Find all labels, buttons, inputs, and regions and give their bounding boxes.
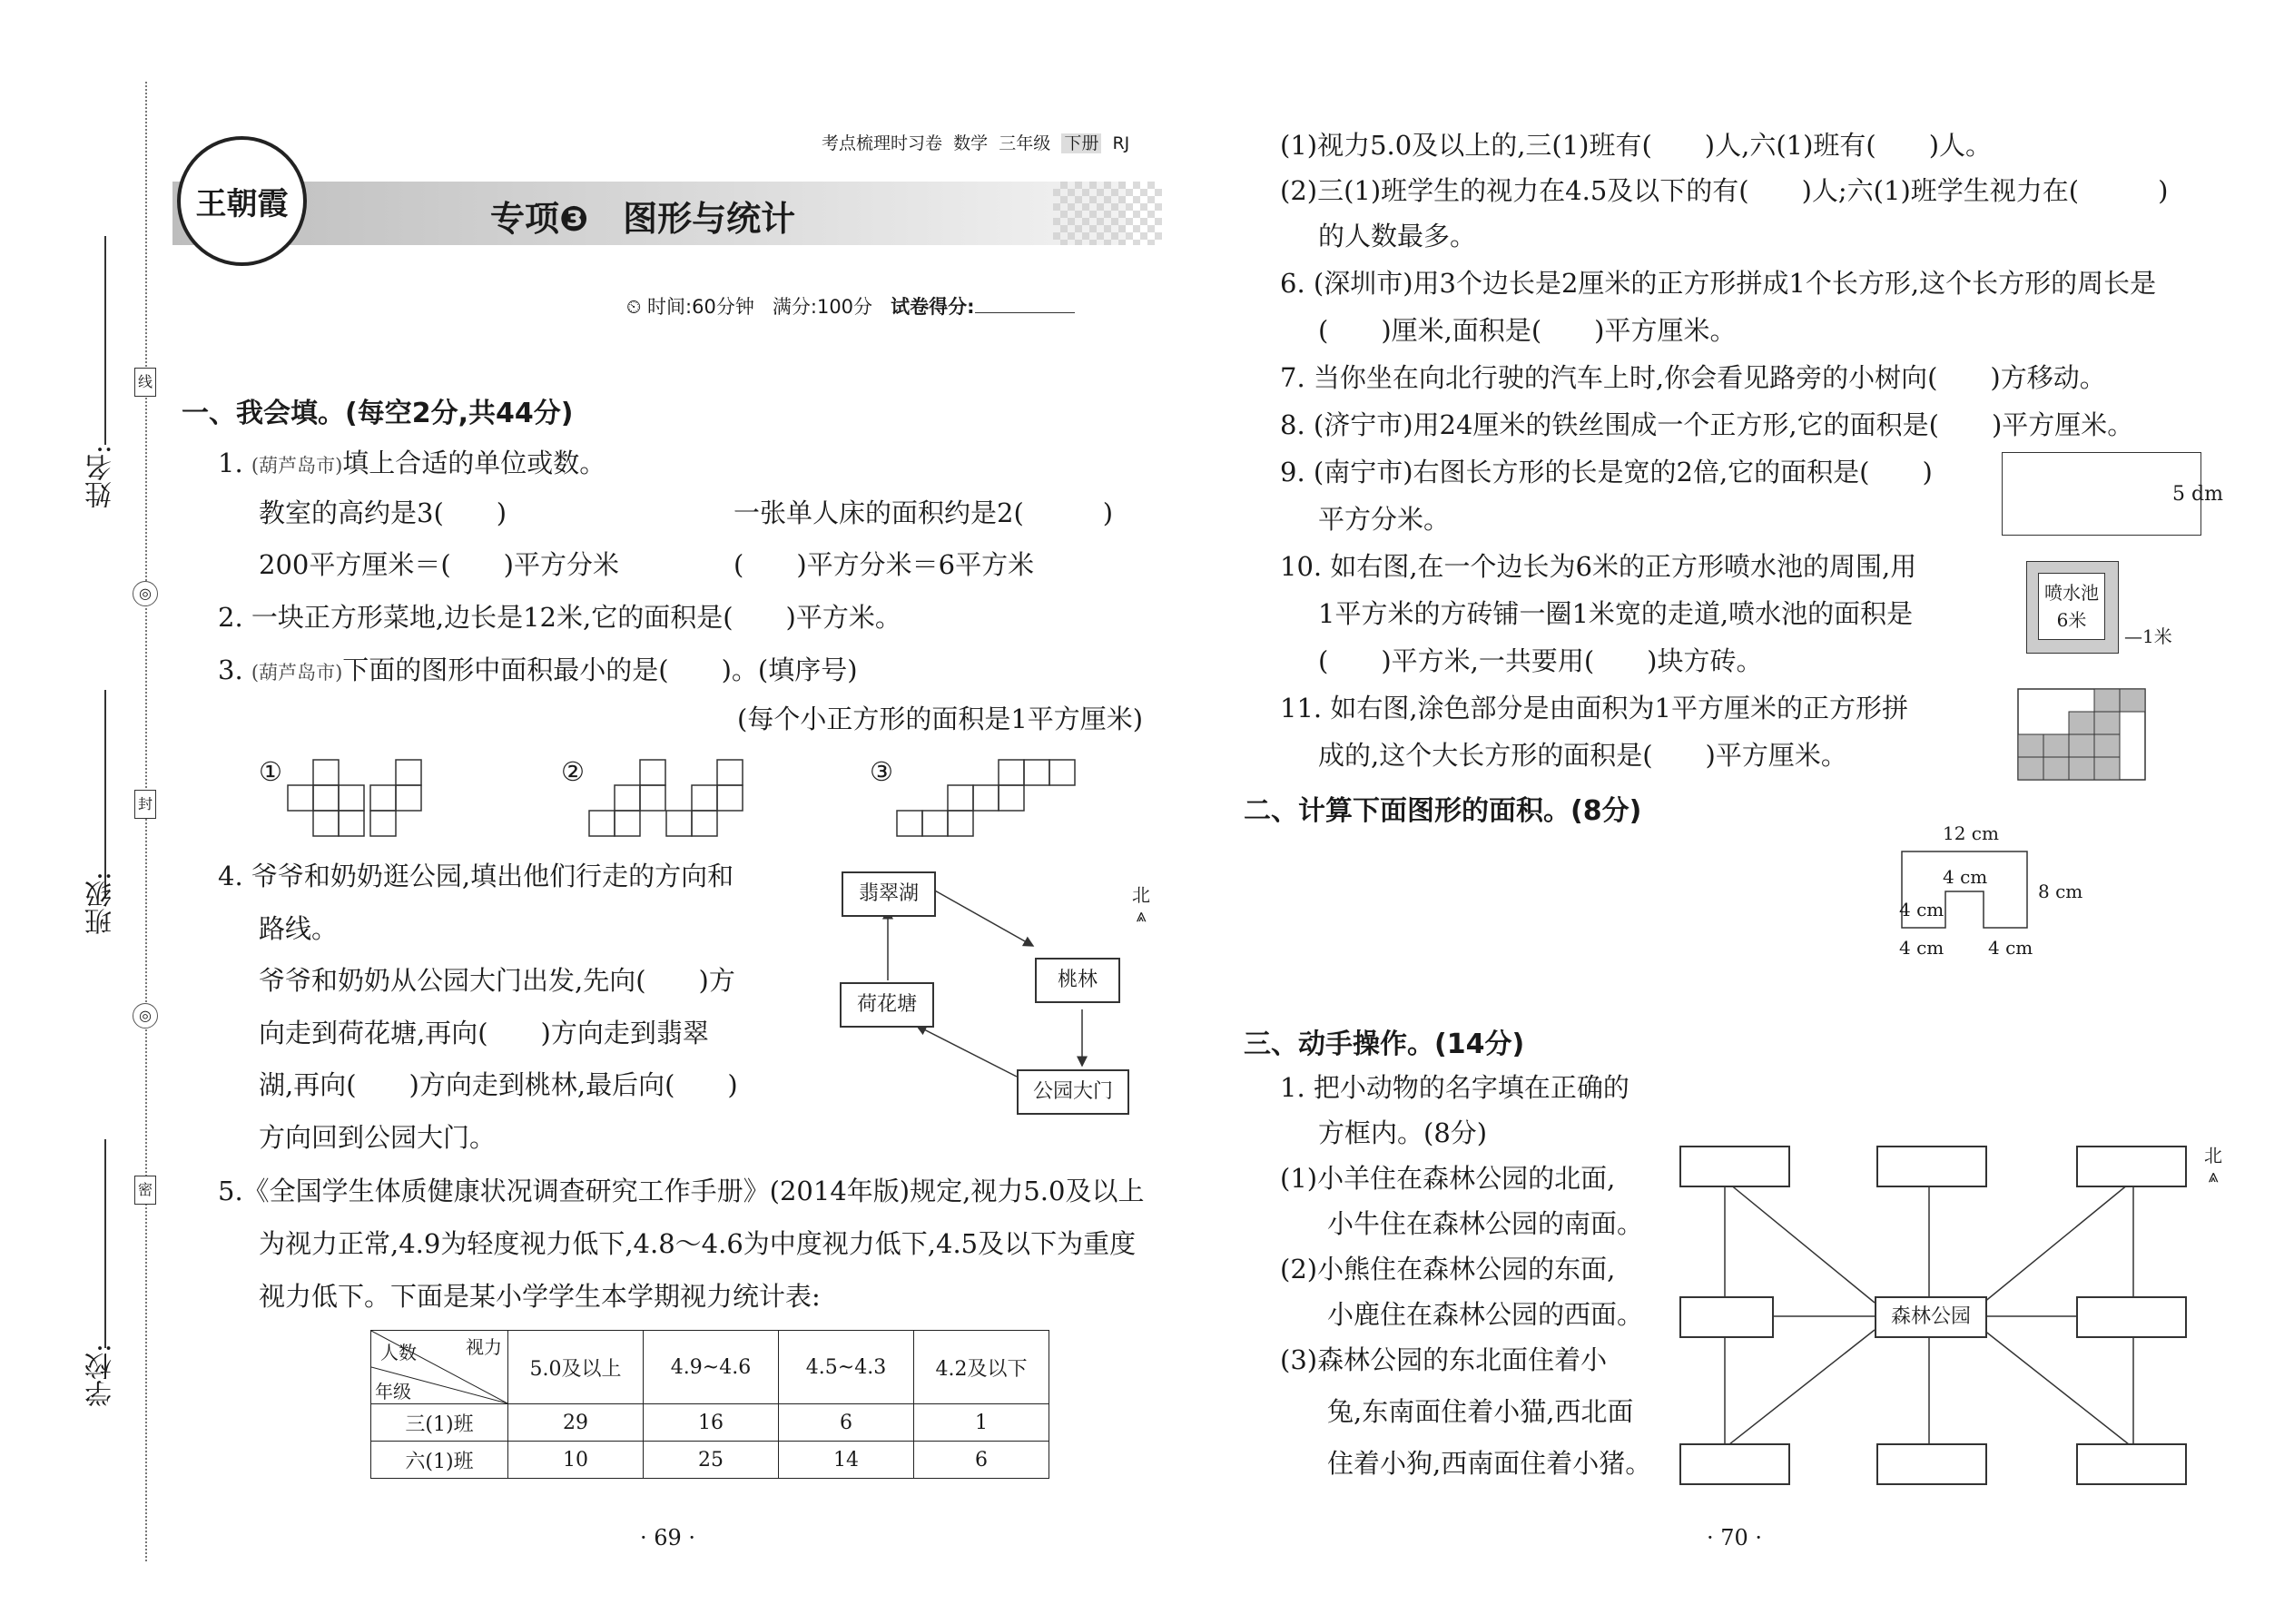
animal-box-w[interactable] xyxy=(1679,1296,1774,1338)
vision-table xyxy=(370,1330,1049,1479)
q10-side-label: —1米 xyxy=(2124,625,2172,647)
q5-line-2: 为视力正常,4.9为轻度视力低下,4.8～4.6为中度视力低下,4.5及以下为重度 xyxy=(259,1228,1137,1259)
col-header: 4.9~4.6 xyxy=(644,1331,779,1404)
dim-4cm-top: 4 cm xyxy=(1943,866,1988,888)
q11-line-1: 11. 如右图,涂色部分是由面积为1平方厘米的正方形拼 xyxy=(1280,693,1909,723)
col-header: 5.0及以上 xyxy=(508,1331,644,1404)
q4-line-1: 4. 爷爷和奶奶逛公园,填出他们行走的方向和 xyxy=(218,861,734,891)
table-row: 三(1)班 29 16 6 1 xyxy=(371,1404,1049,1442)
title-checker xyxy=(1053,182,1162,245)
map-node-peach: 桃林 xyxy=(1035,958,1120,1003)
dim-4cm-bl: 4 cm xyxy=(1899,937,1944,959)
s3-p3b: 兔,东南面住着小猫,西北面 xyxy=(1327,1396,1634,1427)
map-node-lotus: 荷花塘 xyxy=(840,982,934,1028)
q3-option-1: ① xyxy=(259,756,282,787)
q4-line-5: 湖,再向( )方向走到桃林,最后向( ) xyxy=(259,1069,738,1100)
animal-box-e[interactable] xyxy=(2076,1296,2187,1338)
s3-p3: (3)森林公园的东北面住着小 xyxy=(1280,1344,1608,1375)
q2-stem: 2. 一块正方形菜地,边长是12米,它的面积是( )平方米。 xyxy=(218,602,901,633)
q6-line-1: 6. (深圳市)用3个边长是2厘米的正方形拼成1个长方形,这个长方形的周长是 xyxy=(1280,268,2157,299)
q1-c: 200平方厘米＝( )平方分米 xyxy=(259,549,619,580)
q10-line-1: 10. 如右图,在一个边长为6米的正方形喷水池的周围,用 xyxy=(1280,551,1917,582)
sec2-shape xyxy=(1893,844,2029,935)
s3-p2b: 小鹿住在森林公园的西面。 xyxy=(1327,1299,1644,1330)
section-3-heading: 三、动手操作。(14分) xyxy=(1244,1029,1525,1060)
section-2-heading: 二、计算下面图形的面积。(8分) xyxy=(1244,795,1642,827)
name-label: 姓名: xyxy=(85,445,117,509)
q5-sub-2: (2)三(1)班学生的视力在4.5及以下的有( )人;六(1)班学生视力在( ) xyxy=(1280,175,2169,206)
dim-4cm-left: 4 cm xyxy=(1899,899,1944,920)
dim-4cm-br: 4 cm xyxy=(1988,937,2033,959)
s3-q1-line-2: 方框内。(8分) xyxy=(1318,1117,1488,1148)
table-row: 六(1)班 10 25 14 6 xyxy=(371,1442,1049,1479)
section-1-heading: 一、我会填。(每空2分,共44分) xyxy=(182,398,574,429)
q3-note: (每个小正方形的面积是1平方厘米) xyxy=(737,704,1144,734)
q3-option-3: ③ xyxy=(870,756,893,787)
q1-d: ( )平方分米＝6平方米 xyxy=(733,549,1035,580)
animal-box-s[interactable] xyxy=(1876,1443,1987,1485)
q3-shapes xyxy=(281,758,1189,840)
exam-info: ⏲ 时间:60分钟 满分:100分 试卷得分: xyxy=(626,292,1075,320)
q6-line-2: ( )厘米,面积是( )平方厘米。 xyxy=(1318,315,1737,346)
q8: 8. (济宁市)用24厘米的铁丝围成一个正方形,它的面积是( )平方厘米。 xyxy=(1280,409,2134,440)
dim-12cm: 12 cm xyxy=(1943,822,1999,844)
animal-box-n[interactable] xyxy=(1876,1146,1987,1187)
map-node-lake: 翡翠湖 xyxy=(842,871,936,917)
animal-box-sw[interactable] xyxy=(1679,1443,1790,1485)
q9-dim: 5 dm xyxy=(2172,483,2223,506)
col-header: 4.2及以下 xyxy=(914,1331,1049,1404)
q5-sub-1: (1)视力5.0及以上的,三(1)班有( )人,六(1)班有( )人。 xyxy=(1280,130,1993,161)
s3-north-icon: 北 ⩓ xyxy=(2204,1145,2222,1186)
q9-line-1: 9. (南宁市)右图长方形的长是宽的2倍,它的面积是( ) xyxy=(1280,457,1933,487)
q9-rectangle xyxy=(2002,452,2201,536)
q1-stem: 1. (葫芦岛市)填上合适的单位或数。 xyxy=(218,448,606,478)
page-title: 专项❸ 图形与统计 xyxy=(490,199,796,239)
series-info: 考点梳理时习卷 数学 三年级 下册 RJ xyxy=(822,133,1130,153)
animal-box-nw[interactable] xyxy=(1679,1146,1790,1187)
mark-dense: 密 xyxy=(134,1176,156,1205)
q5-sub-2b: 的人数最多。 xyxy=(1318,221,1477,251)
class-underline xyxy=(104,690,106,899)
q10-walkway xyxy=(2026,561,2119,654)
s3-p1: (1)小羊住在森林公园的北面, xyxy=(1280,1163,1616,1194)
map-node-gate: 公园大门 xyxy=(1017,1069,1129,1115)
mark-line: 线 xyxy=(134,368,156,397)
mark-seal: 封 xyxy=(134,790,156,819)
q10-line-2: 1平方米的方砖铺一圈1米宽的走道,喷水池的面积是 xyxy=(1318,598,1914,629)
q7: 7. 当你坐在向北行驶的汽车上时,你会看见路旁的小树向( )方移动。 xyxy=(1280,362,2106,393)
q9-line-2: 平方分米。 xyxy=(1318,504,1451,535)
q5-line-3: 视力低下。下面是某小学学生本学期视力统计表: xyxy=(259,1281,821,1312)
q11-grid xyxy=(2017,688,2153,782)
binding-line xyxy=(145,82,147,1561)
q4-line-2: 路线。 xyxy=(259,913,339,944)
forest-park-center: 森林公园 xyxy=(1875,1296,1987,1338)
table-corner: 视力 人数 年级 xyxy=(371,1331,508,1404)
q10-pool: 喷水池 6米 xyxy=(2038,573,2105,640)
gutter-circle-icon: ◎ xyxy=(133,581,158,606)
school-underline xyxy=(104,1139,106,1348)
q3-option-2: ② xyxy=(561,756,585,787)
q4-north-icon: 北 ⩓ xyxy=(1132,884,1150,926)
animal-box-ne[interactable] xyxy=(2076,1146,2187,1187)
school-label: 学校: xyxy=(85,1343,117,1408)
name-underline xyxy=(104,236,106,445)
q4-line-6: 方向回到公园大门。 xyxy=(259,1122,497,1153)
q3-stem: 3. (葫芦岛市)下面的图形中面积最小的是( )。(填序号) xyxy=(218,655,858,685)
gutter-circle-icon: ◎ xyxy=(133,1003,158,1029)
q4-line-3: 爷爷和奶奶从公园大门出发,先向( )方 xyxy=(259,965,735,996)
animal-box-se[interactable] xyxy=(2076,1443,2187,1485)
q11-line-2: 成的,这个大长方形的面积是( )平方厘米。 xyxy=(1318,740,1847,771)
page-number-right: · 70 · xyxy=(1707,1525,1763,1550)
q1-a: 教室的高约是3( ) xyxy=(259,497,507,528)
class-label: 班级: xyxy=(85,871,117,936)
brand-logo: 王朝霞 xyxy=(177,136,307,266)
s3-p2: (2)小熊住在森林公园的东面, xyxy=(1280,1254,1616,1284)
dim-8cm: 8 cm xyxy=(2038,881,2083,902)
q5-line-1: 5.《全国学生体质健康状况调查研究工作手册》(2014年版)规定,视力5.0及以上 xyxy=(218,1176,1145,1206)
s3-p3c: 住着小狗,西南面住着小猪。 xyxy=(1327,1448,1652,1479)
col-header: 4.5~4.3 xyxy=(779,1331,914,1404)
page-number-left: · 69 · xyxy=(640,1525,696,1550)
s3-p1b: 小牛住在森林公园的南面。 xyxy=(1327,1208,1644,1239)
q10-line-3: ( )平方米,一共要用( )块方砖。 xyxy=(1318,645,1763,676)
q4-line-4: 向走到荷花塘,再向( )方向走到翡翠 xyxy=(259,1018,709,1048)
s3-q1-line-1: 1. 把小动物的名字填在正确的 xyxy=(1280,1072,1629,1103)
q1-b: 一张单人床的面积约是2( ) xyxy=(733,497,1114,528)
